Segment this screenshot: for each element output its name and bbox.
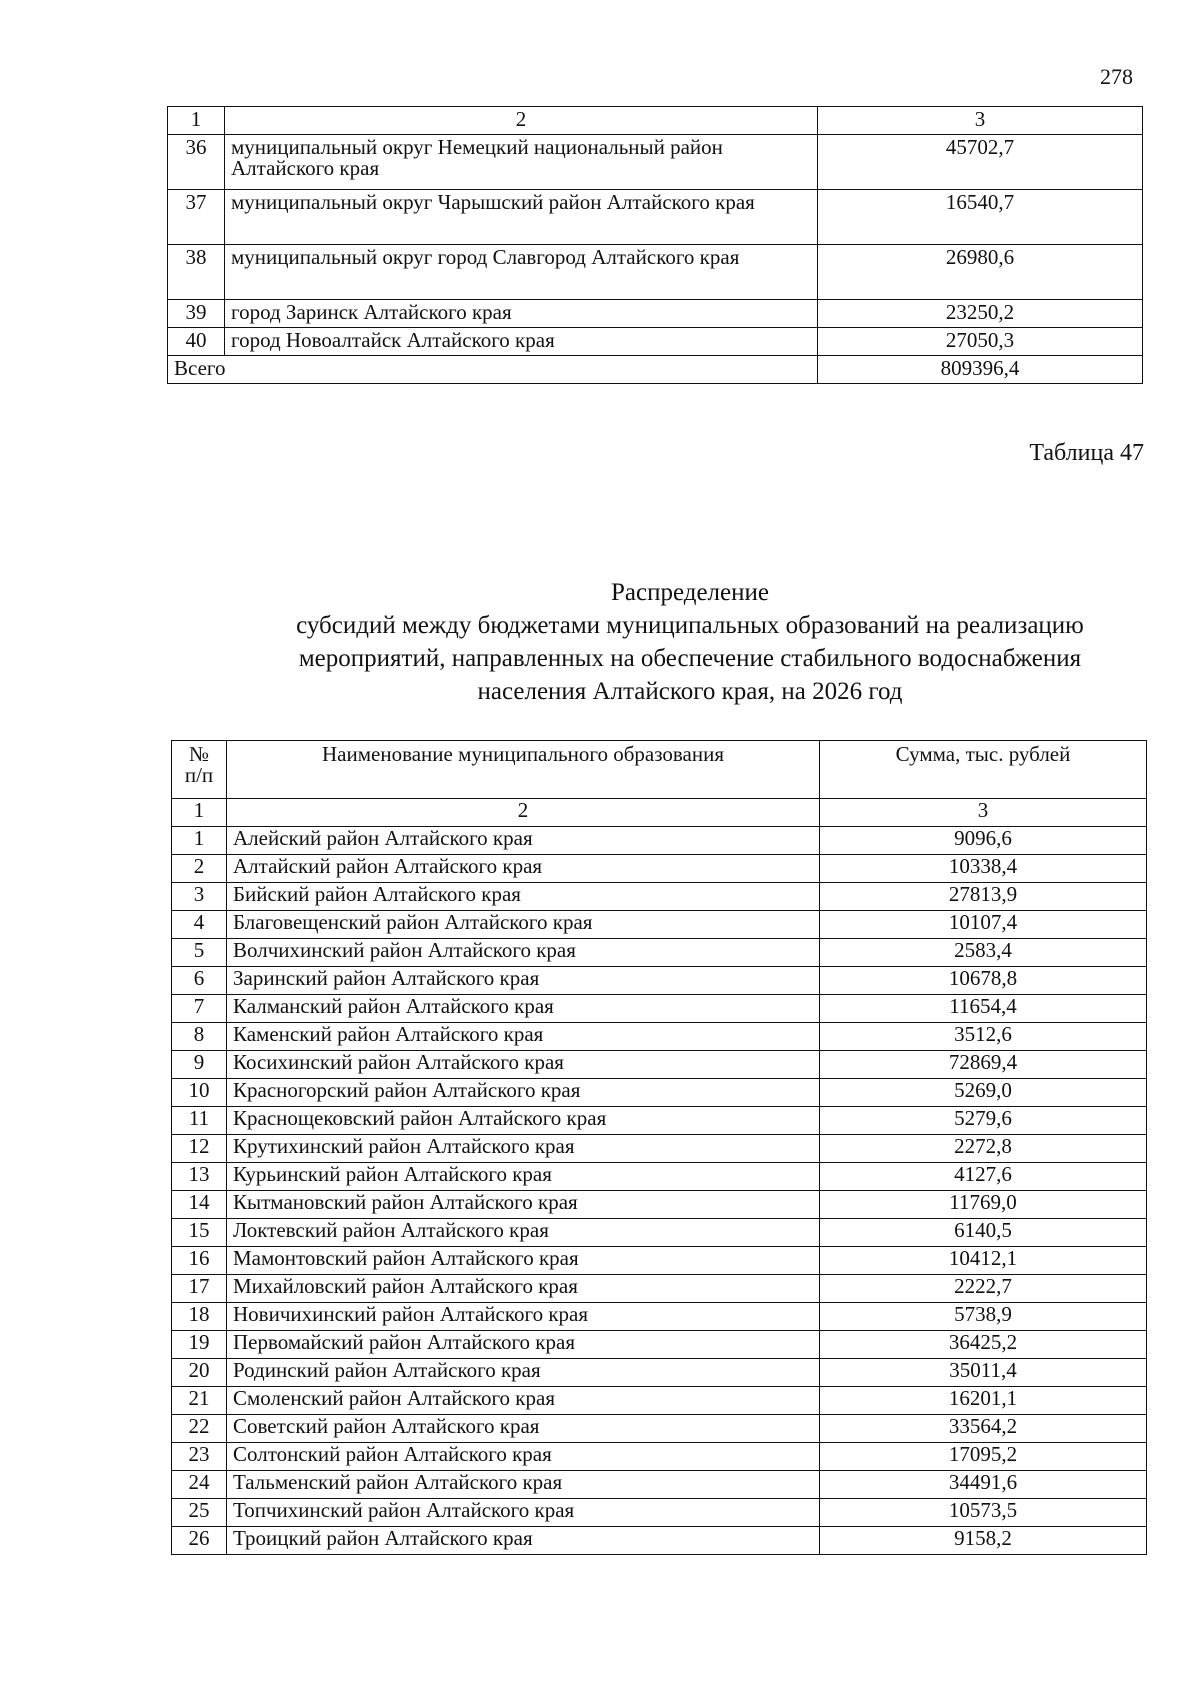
table-row <box>172 1499 1147 1527</box>
total-label: Всего <box>168 356 818 384</box>
subsidy-amount: 2272,8 <box>820 1135 1147 1163</box>
table-row <box>172 995 1147 1023</box>
table-row <box>172 1219 1147 1247</box>
header-cell-3: 3 <box>818 107 1143 135</box>
page-number: 278 <box>1100 64 1133 89</box>
row-number: 15 <box>172 1219 227 1247</box>
row-number: 4 <box>172 911 227 939</box>
row-number: 18 <box>172 1303 227 1331</box>
title-line-1: Распределение <box>611 579 769 606</box>
table-row <box>172 1079 1147 1107</box>
subsidy-amount: 10338,4 <box>820 855 1147 883</box>
row-number: 12 <box>172 1135 227 1163</box>
title-line-4: населения Алтайского края, на 2026 год <box>477 678 903 705</box>
municipality-name: Бийский район Алтайского края <box>227 883 820 911</box>
table-row <box>172 1331 1147 1359</box>
municipality-name: Тальменский район Алтайского края <box>227 1471 820 1499</box>
municipality-name: Каменский район Алтайского края <box>227 1023 820 1051</box>
subsidy-amount: 5279,6 <box>820 1107 1147 1135</box>
subsidy-amount: 27813,9 <box>820 883 1147 911</box>
subsidy-amount: 16540,7 <box>818 190 1143 245</box>
table-label: Таблица 47 <box>1029 440 1144 466</box>
table-row <box>172 911 1147 939</box>
subsidy-amount: 2222,7 <box>820 1275 1147 1303</box>
table-row <box>172 1191 1147 1219</box>
subsidy-amount: 6140,5 <box>820 1219 1147 1247</box>
municipality-name: Косихинский район Алтайского края <box>227 1051 820 1079</box>
municipality-name: муниципальный округ город Славгород Алтайского края <box>225 245 818 300</box>
table-row <box>172 855 1147 883</box>
table-row <box>172 1387 1147 1415</box>
municipality-name: Локтевский район Алтайского края <box>227 1219 820 1247</box>
row-number: 1 <box>172 827 227 855</box>
column-header-sum: Сумма, тыс. рублей <box>820 741 1147 799</box>
row-number: 17 <box>172 1275 227 1303</box>
title-line-2: субсидий между бюджетами муниципальных образований на реализацию <box>296 612 1084 639</box>
row-number: 13 <box>172 1163 227 1191</box>
subsidy-amount: 10412,1 <box>820 1247 1147 1275</box>
subsidy-amount: 4127,6 <box>820 1163 1147 1191</box>
row-number: 7 <box>172 995 227 1023</box>
municipality-name: Троицкий район Алтайского края <box>227 1527 820 1555</box>
index-cell-2: 2 <box>227 799 820 827</box>
row-number: 21 <box>172 1387 227 1415</box>
subsidy-amount: 72869,4 <box>820 1051 1147 1079</box>
municipality-name: Родинский район Алтайского края <box>227 1359 820 1387</box>
row-number: 37 <box>168 190 225 245</box>
subsidy-amount: 34491,6 <box>820 1471 1147 1499</box>
index-cell-1: 1 <box>172 799 227 827</box>
title-line-3: мероприятий, направленных на обеспечение стабильного водоснабжения <box>298 645 1082 672</box>
row-number: 14 <box>172 1191 227 1219</box>
row-number: 10 <box>172 1079 227 1107</box>
table-row <box>172 1135 1147 1163</box>
municipality-name: Краснощековский район Алтайского края <box>227 1107 820 1135</box>
subsidy-amount: 17095,2 <box>820 1443 1147 1471</box>
table-row <box>172 1275 1147 1303</box>
table-row <box>168 135 1143 190</box>
row-number: 11 <box>172 1107 227 1135</box>
table-row <box>172 1527 1147 1555</box>
index-cell-3: 3 <box>820 799 1147 827</box>
subsidy-amount: 2583,4 <box>820 939 1147 967</box>
table-row <box>172 1023 1147 1051</box>
row-number: 39 <box>168 300 225 328</box>
total-value: 809396,4 <box>818 356 1143 384</box>
municipality-name: Советский район Алтайского края <box>227 1415 820 1443</box>
column-header-name: Наименование муниципального образования <box>227 741 820 799</box>
table-index-row <box>172 799 1147 827</box>
document-title <box>190 576 1190 708</box>
municipality-name: Красногорский район Алтайского края <box>227 1079 820 1107</box>
row-number: 36 <box>168 135 225 190</box>
row-number: 23 <box>172 1443 227 1471</box>
municipality-name: Топчихинский район Алтайского края <box>227 1499 820 1527</box>
municipality-name: Заринский район Алтайского края <box>227 967 820 995</box>
municipality-name: Новичихинский район Алтайского края <box>227 1303 820 1331</box>
municipality-name: Алтайский район Алтайского края <box>227 855 820 883</box>
distribution-table <box>171 740 1147 1555</box>
header-cell-1: 1 <box>168 107 225 135</box>
row-number: 22 <box>172 1415 227 1443</box>
row-number: 24 <box>172 1471 227 1499</box>
row-number: 20 <box>172 1359 227 1387</box>
row-number: 6 <box>172 967 227 995</box>
subsidy-amount: 10107,4 <box>820 911 1147 939</box>
table-row <box>172 1303 1147 1331</box>
subsidy-amount: 9096,6 <box>820 827 1147 855</box>
municipality-name: Первомайский район Алтайского края <box>227 1331 820 1359</box>
municipality-name: муниципальный округ Немецкий национальный район Алтайского края <box>225 135 818 190</box>
municipality-name: Крутихинский район Алтайского края <box>227 1135 820 1163</box>
municipality-name: муниципальный округ Чарышский район Алтайского края <box>225 190 818 245</box>
municipality-name: Мамонтовский район Алтайского края <box>227 1247 820 1275</box>
table-row <box>172 1359 1147 1387</box>
table-row <box>172 939 1147 967</box>
row-number: 8 <box>172 1023 227 1051</box>
subsidy-amount: 10573,5 <box>820 1499 1147 1527</box>
subsidy-amount: 16201,1 <box>820 1387 1147 1415</box>
municipality-name: Солтонский район Алтайского края <box>227 1443 820 1471</box>
table-row <box>172 1415 1147 1443</box>
subsidy-amount: 45702,7 <box>818 135 1143 190</box>
subsidy-amount: 9158,2 <box>820 1527 1147 1555</box>
total-row <box>168 356 1143 384</box>
municipality-name: Кытмановский район Алтайского края <box>227 1191 820 1219</box>
subsidy-amount: 26980,6 <box>818 245 1143 300</box>
row-number: 2 <box>172 855 227 883</box>
municipality-name: Смоленский район Алтайского края <box>227 1387 820 1415</box>
subsidy-amount: 11654,4 <box>820 995 1147 1023</box>
row-number: 19 <box>172 1331 227 1359</box>
subsidy-amount: 33564,2 <box>820 1415 1147 1443</box>
table-row <box>172 967 1147 995</box>
subsidy-amount: 11769,0 <box>820 1191 1147 1219</box>
table-row <box>172 1471 1147 1499</box>
municipality-name: город Заринск Алтайского края <box>225 300 818 328</box>
continued-table <box>167 106 1143 384</box>
municipality-name: Калманский район Алтайского края <box>227 995 820 1023</box>
subsidy-amount: 5269,0 <box>820 1079 1147 1107</box>
row-number: 38 <box>168 245 225 300</box>
row-number: 40 <box>168 328 225 356</box>
municipality-name: Курьинский район Алтайского края <box>227 1163 820 1191</box>
table-row <box>168 328 1143 356</box>
table-row <box>172 883 1147 911</box>
subsidy-amount: 5738,9 <box>820 1303 1147 1331</box>
row-number: 26 <box>172 1527 227 1555</box>
subsidy-amount: 35011,4 <box>820 1359 1147 1387</box>
municipality-name: Волчихинский район Алтайского края <box>227 939 820 967</box>
subsidy-amount: 10678,8 <box>820 967 1147 995</box>
row-number: 25 <box>172 1499 227 1527</box>
table-row <box>172 1163 1147 1191</box>
table-row <box>168 190 1143 245</box>
table-row <box>172 1107 1147 1135</box>
municipality-name: Алейский район Алтайского края <box>227 827 820 855</box>
subsidy-amount: 3512,6 <box>820 1023 1147 1051</box>
table-row <box>168 245 1143 300</box>
subsidy-amount: 23250,2 <box>818 300 1143 328</box>
municipality-name: Благовещенский район Алтайского края <box>227 911 820 939</box>
table-row <box>172 827 1147 855</box>
table-row <box>172 1247 1147 1275</box>
table-index-row <box>168 107 1143 135</box>
row-number: 5 <box>172 939 227 967</box>
header-cell-2: 2 <box>225 107 818 135</box>
row-number: 16 <box>172 1247 227 1275</box>
municipality-name: город Новоалтайск Алтайского края <box>225 328 818 356</box>
row-number: 3 <box>172 883 227 911</box>
subsidy-amount: 36425,2 <box>820 1331 1147 1359</box>
table-row <box>172 1051 1147 1079</box>
row-number: 9 <box>172 1051 227 1079</box>
table-header-row <box>172 741 1147 799</box>
table-row <box>172 1443 1147 1471</box>
municipality-name: Михайловский район Алтайского края <box>227 1275 820 1303</box>
table-row <box>168 300 1143 328</box>
column-header-num: № п/п <box>172 741 227 799</box>
subsidy-amount: 27050,3 <box>818 328 1143 356</box>
